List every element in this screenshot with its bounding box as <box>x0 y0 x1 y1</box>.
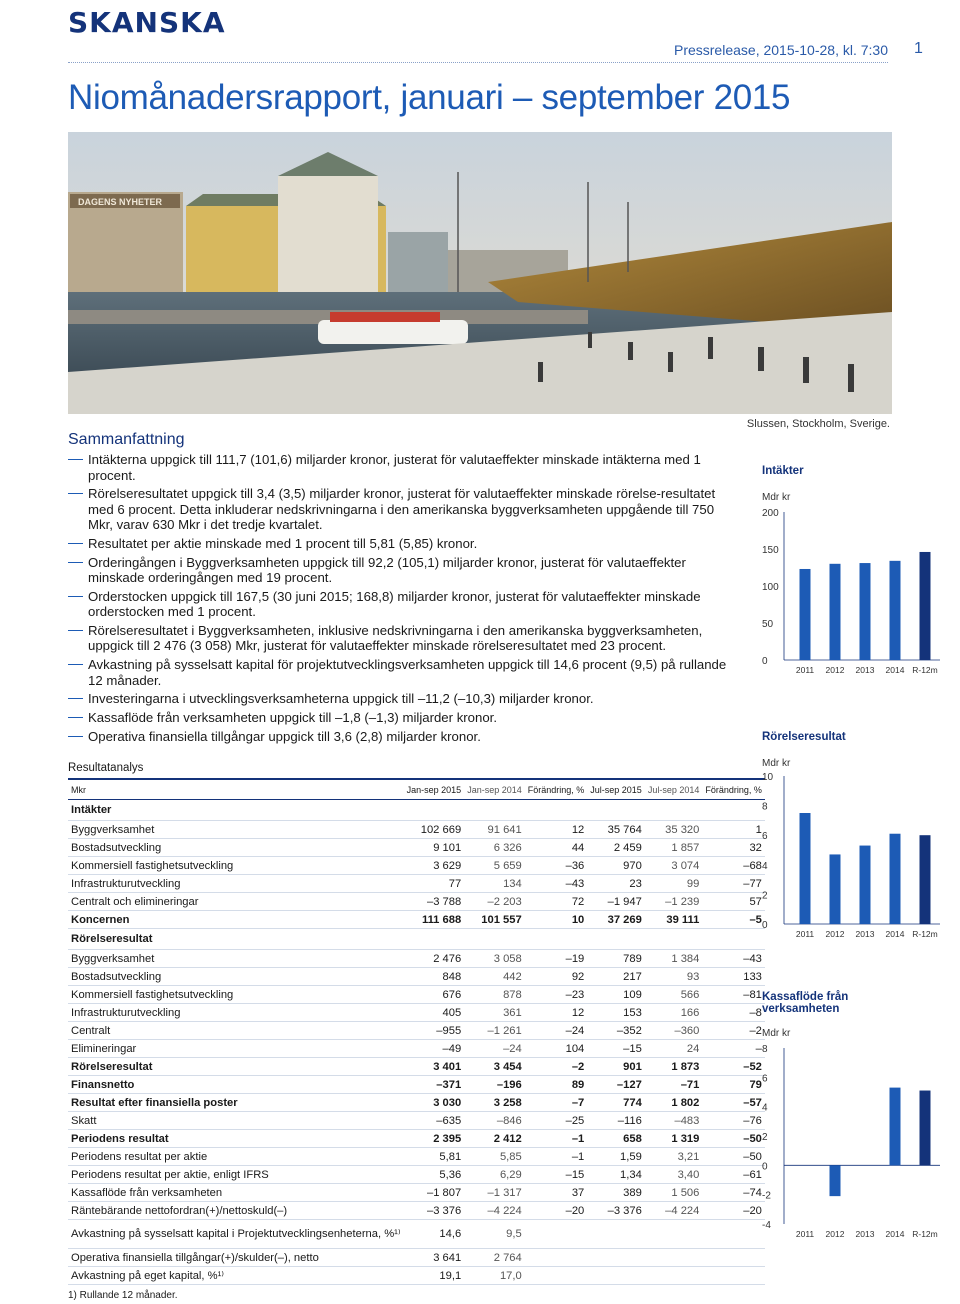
y-tick-label: -4 <box>762 1220 771 1231</box>
x-tick-label: 2012 <box>825 1229 845 1239</box>
table-cell: 5 659 <box>464 857 525 875</box>
table-cell <box>587 929 645 950</box>
table-cell: 3 258 <box>464 1094 525 1112</box>
y-tick-label: 2 <box>762 890 768 902</box>
table-cell: –43 <box>702 950 765 968</box>
table-cell: 3 074 <box>645 857 703 875</box>
table-cell: 389 <box>587 1184 645 1202</box>
chart-bar <box>890 834 901 924</box>
slussen-photo <box>68 132 892 414</box>
table-cell: –1 239 <box>645 893 703 911</box>
table-cell: –116 <box>587 1112 645 1130</box>
summary-bullet: Orderingången i Byggverksamheten uppgick till 92,2 (105,1) miljarder kronor, justerat för valutaeffekter minskade orderingången med 19 procent. <box>68 555 740 586</box>
table-cell <box>645 1267 703 1285</box>
x-tick-label: 2014 <box>885 1229 905 1239</box>
chart-bar <box>830 564 841 660</box>
table-row <box>68 929 765 950</box>
table-cell <box>587 800 645 821</box>
chart-bar <box>860 563 871 660</box>
table-cell <box>645 929 703 950</box>
chart-title: Rörelseresultat <box>762 731 846 743</box>
table-cell <box>404 800 465 821</box>
table-cell: 23 <box>587 875 645 893</box>
table-cell: 901 <box>587 1058 645 1076</box>
row-label: Periodens resultat <box>68 1130 404 1148</box>
table-cell: –2 <box>702 1022 765 1040</box>
summary-bullet: Intäkterna uppgick till 111,7 (101,6) miljarder kronor, justerat för valutaeffekter minskade intäkterna med 1 procent. <box>68 452 740 483</box>
chart-intakter <box>752 460 952 680</box>
table-row <box>68 1112 765 1130</box>
row-label: Resultat efter finansiella poster <box>68 1094 404 1112</box>
table-cell: 9 101 <box>404 839 465 857</box>
table-cell: 789 <box>587 950 645 968</box>
table-cell: –23 <box>525 986 588 1004</box>
table-row <box>68 1249 765 1267</box>
chart-title: Intäkter <box>762 465 804 477</box>
column-header: Jan-sep 2015 <box>404 779 465 800</box>
table-cell: 5,36 <box>404 1166 465 1184</box>
row-label: Byggverksamhet <box>68 821 404 839</box>
x-tick-label: R-12m <box>912 1229 938 1239</box>
table-cell: 77 <box>404 875 465 893</box>
table-cell: –50 <box>702 1130 765 1148</box>
row-label: Bostadsutveckling <box>68 968 404 986</box>
table-cell: 17,0 <box>464 1267 525 1285</box>
chart-ylabel: Mdr kr <box>762 758 791 769</box>
chart-rorelseresultat-svg <box>752 726 952 941</box>
x-tick-label: R-12m <box>912 665 938 675</box>
row-label: Avkastning på eget kapital, %¹⁾ <box>68 1267 404 1285</box>
y-tick-label: 4 <box>762 1102 768 1114</box>
x-tick-label: 2012 <box>825 665 845 675</box>
table-cell: –371 <box>404 1076 465 1094</box>
table-cell: –352 <box>587 1022 645 1040</box>
table-cell: 32 <box>702 839 765 857</box>
page-title: Niomånadersrapport, januari – september 2015 <box>68 78 791 117</box>
row-label: Koncernen <box>68 911 404 929</box>
table-cell: –3 376 <box>404 1202 465 1220</box>
table-cell: 878 <box>464 986 525 1004</box>
column-header: Förändring, % <box>525 779 588 800</box>
table-cell: 361 <box>464 1004 525 1022</box>
table-cell: –74 <box>702 1184 765 1202</box>
x-tick-label: 2014 <box>885 929 905 939</box>
table-cell: 35 764 <box>587 821 645 839</box>
table-cell: 89 <box>525 1076 588 1094</box>
table-row <box>68 1004 765 1022</box>
y-tick-label: 200 <box>762 508 779 519</box>
chart-kassaflode <box>752 984 952 1239</box>
table-row <box>68 1040 765 1058</box>
table-cell: 166 <box>645 1004 703 1022</box>
y-tick-label: 0 <box>762 920 768 931</box>
table-cell: 5,85 <box>464 1148 525 1166</box>
table-cell: –71 <box>645 1076 703 1094</box>
table-row <box>68 1184 765 1202</box>
table-cell <box>587 1249 645 1267</box>
table-cell <box>525 929 588 950</box>
table-cell <box>587 1220 645 1249</box>
table-cell: –1 261 <box>464 1022 525 1040</box>
table-cell: 12 <box>525 821 588 839</box>
table-cell: 3,21 <box>645 1148 703 1166</box>
row-label: Operativa finansiella tillgångar(+)/skulder(–), netto <box>68 1249 404 1267</box>
table-cell: 1,34 <box>587 1166 645 1184</box>
table-row <box>68 1130 765 1148</box>
table-cell: –20 <box>702 1202 765 1220</box>
y-tick-label: 2 <box>762 1132 768 1143</box>
table-cell: –1 807 <box>404 1184 465 1202</box>
table-cell: 1 384 <box>645 950 703 968</box>
y-tick-label: 50 <box>762 619 774 630</box>
table-cell: 91 641 <box>464 821 525 839</box>
table-cell: –36 <box>525 857 588 875</box>
chart-ylabel: Mdr kr <box>762 492 791 503</box>
table-cell: 6 326 <box>464 839 525 857</box>
table-cell: –24 <box>525 1022 588 1040</box>
table-cell: –50 <box>702 1148 765 1166</box>
row-label: Periodens resultat per aktie <box>68 1148 404 1166</box>
table-cell: –483 <box>645 1112 703 1130</box>
table-cell: 133 <box>702 968 765 986</box>
table-cell: 1 802 <box>645 1094 703 1112</box>
table-cell: –1 317 <box>464 1184 525 1202</box>
table-cell: 566 <box>645 986 703 1004</box>
table-cell: 134 <box>464 875 525 893</box>
y-tick-label: 0 <box>762 1161 768 1173</box>
table-cell: 153 <box>587 1004 645 1022</box>
table-cell: 24 <box>645 1040 703 1058</box>
table-row <box>68 1022 765 1040</box>
table-row <box>68 1166 765 1184</box>
table-row <box>68 875 765 893</box>
table-cell <box>702 1249 765 1267</box>
table-cell: 57 <box>702 893 765 911</box>
table-cell: –43 <box>525 875 588 893</box>
table-cell: –4 224 <box>645 1202 703 1220</box>
chart-intakter-svg <box>752 460 952 680</box>
table-cell: 35 320 <box>645 821 703 839</box>
table-cell: 6,29 <box>464 1166 525 1184</box>
table-cell: 1 857 <box>645 839 703 857</box>
table-cell: 104 <box>525 1040 588 1058</box>
table-cell: 3 629 <box>404 857 465 875</box>
x-tick-label: 2013 <box>855 665 875 675</box>
y-tick-label: 6 <box>762 1073 768 1085</box>
row-label: Periodens resultat per aktie, enligt IFRS <box>68 1166 404 1184</box>
x-tick-label: 2013 <box>855 1229 875 1239</box>
y-tick-label: 150 <box>762 545 779 556</box>
table-cell: 111 688 <box>404 911 465 929</box>
table-row <box>68 1148 765 1166</box>
row-label: Rörelseresultat <box>68 1058 404 1076</box>
summary-bullet: Orderstocken uppgick till 167,5 (30 juni 2015; 168,8) miljarder kronor, justerat för valutaeffekter minskade orderstocken med 1 procent. <box>68 589 740 620</box>
y-tick-label: -2 <box>762 1190 771 1202</box>
chart-rorelseresultat <box>752 726 952 941</box>
row-label: Infrastrukturutveckling <box>68 875 404 893</box>
x-tick-label: 2014 <box>885 665 905 675</box>
summary-bullet: Resultatet per aktie minskade med 1 procent till 5,81 (5,85) kronor. <box>68 536 740 552</box>
table-cell: –20 <box>525 1202 588 1220</box>
table-cell: 1 506 <box>645 1184 703 1202</box>
table-row <box>68 1058 765 1076</box>
summary-bullet: Avkastning på sysselsatt kapital för projektutvecklingsverksamheten uppgick till 14,6 procent (9,5) på rullande 12 månader. <box>68 657 740 688</box>
row-label: Kommersiell fastighetsutveckling <box>68 986 404 1004</box>
table-cell <box>702 1267 765 1285</box>
table-cell: 848 <box>404 968 465 986</box>
chart-bar <box>920 1091 931 1166</box>
table-cell: 3 058 <box>464 950 525 968</box>
row-label: Kommersiell fastighetsutveckling <box>68 857 404 875</box>
table-cell: 3 641 <box>404 1249 465 1267</box>
table-cell: –52 <box>702 1058 765 1076</box>
table-cell: –1 947 <box>587 893 645 911</box>
chart-bar <box>800 813 811 924</box>
table-cell: 1,59 <box>587 1148 645 1166</box>
table-cell <box>525 1249 588 1267</box>
row-label: Rörelseresultat <box>68 929 404 950</box>
summary-bullet: Rörelseresultatet i Byggverksamheten, inklusive nedskrivningarna i den amerikanska byggverksamheten, uppgick till 2 476 (3 058) Mkr, justerat för valutaeffekter minskade rörelseresultatet med 23 procent. <box>68 623 740 654</box>
press-release-date: Pressrelease, 2015-10-28, kl. 7:30 <box>673 42 888 58</box>
row-label: Centralt <box>68 1022 404 1040</box>
skanska-logo: SKANSKA <box>68 6 226 39</box>
table-header-row <box>68 779 765 800</box>
table-cell: – <box>702 1040 765 1058</box>
table-cell <box>645 1249 703 1267</box>
chart-title: Kassaflöde från verksamheten <box>762 991 849 1015</box>
x-tick-label: 2011 <box>795 665 815 675</box>
table-cell: 9,5 <box>464 1220 525 1249</box>
table-cell: –7 <box>525 1094 588 1112</box>
summary-bullet: Rörelseresultatet uppgick till 3,4 (3,5) miljarder kronor, justerat för valutaeffekter minskade rörelse-resultatet med 6 procent. Detta inkluderar nedskrivningarna i den amerikanska byggverksamheten uppgående till 750 Mkr, varav 630 Mkr i det tredje kvartalet. <box>68 486 740 533</box>
chart-bar <box>800 569 811 660</box>
table-cell: 92 <box>525 968 588 986</box>
x-tick-label: 2013 <box>855 929 875 939</box>
table-cell: 217 <box>587 968 645 986</box>
table-cell: –25 <box>525 1112 588 1130</box>
table-cell: 3 401 <box>404 1058 465 1076</box>
y-tick-label: 0 <box>762 656 768 667</box>
row-label: Elimineringar <box>68 1040 404 1058</box>
table-cell: –2 <box>525 1058 588 1076</box>
table-cell: 2 476 <box>404 950 465 968</box>
table-cell: 405 <box>404 1004 465 1022</box>
summary-bullet: Operativa finansiella tillgångar uppgick till 3,6 (2,8) miljarder kronor. <box>68 729 740 745</box>
row-label: Byggverksamhet <box>68 950 404 968</box>
photo-illustration <box>68 132 892 414</box>
table-cell: –2 203 <box>464 893 525 911</box>
table-row <box>68 839 765 857</box>
table-cell: 44 <box>525 839 588 857</box>
chart-bar <box>920 552 931 660</box>
results-table-title: Resultatanalys <box>68 762 144 774</box>
y-tick-label: 100 <box>762 582 779 593</box>
table-cell: –1 <box>525 1130 588 1148</box>
table-cell: 101 557 <box>464 911 525 929</box>
header-divider <box>68 62 888 63</box>
column-header: Jul-sep 2014 <box>645 779 703 800</box>
table-cell: 19,1 <box>404 1267 465 1285</box>
summary-heading: Sammanfattning <box>68 431 185 448</box>
y-tick-label: 8 <box>762 1044 768 1055</box>
chart-kassaflode-svg <box>752 984 952 1239</box>
table-row <box>68 968 765 986</box>
table-row <box>68 1202 765 1220</box>
table-cell: 774 <box>587 1094 645 1112</box>
table-cell: –8 <box>702 1004 765 1022</box>
table-cell: 3 454 <box>464 1058 525 1076</box>
row-label: Centralt och elimineringar <box>68 893 404 911</box>
table-cell <box>525 1267 588 1285</box>
table-cell: 658 <box>587 1130 645 1148</box>
table-cell: –360 <box>645 1022 703 1040</box>
summary-list <box>68 452 740 747</box>
table-cell: 1 <box>702 821 765 839</box>
table-cell: 99 <box>645 875 703 893</box>
chart-bar <box>890 561 901 660</box>
table-cell: 12 <box>525 1004 588 1022</box>
chart-bar <box>860 846 871 924</box>
table-cell: –57 <box>702 1094 765 1112</box>
table-cell: 93 <box>645 968 703 986</box>
table-cell <box>404 929 465 950</box>
chart-ylabel: Mdr kr <box>762 1028 791 1039</box>
results-table <box>68 778 765 1285</box>
table-cell: 442 <box>464 968 525 986</box>
column-header: Förändring, % <box>702 779 765 800</box>
table-cell: 79 <box>702 1076 765 1094</box>
row-label: Kassaflöde från verksamheten <box>68 1184 404 1202</box>
summary-bullet: Investeringarna i utvecklingsverksamheterna uppgick till –11,2 (–10,3) miljarder kronor. <box>68 691 740 707</box>
table-cell: 3,40 <box>645 1166 703 1184</box>
table-cell: –5 <box>702 911 765 929</box>
table-cell: 2 395 <box>404 1130 465 1148</box>
table-row <box>68 911 765 929</box>
table-cell <box>464 929 525 950</box>
y-tick-label: 10 <box>762 772 774 783</box>
building-tower <box>278 176 378 292</box>
table-cell: 1 873 <box>645 1058 703 1076</box>
x-tick-label: R-12m <box>912 929 938 939</box>
table-footnote: 1) Rullande 12 månader. <box>68 1290 178 1301</box>
table-cell: –127 <box>587 1076 645 1094</box>
table-cell: –955 <box>404 1022 465 1040</box>
table-cell <box>645 800 703 821</box>
summary-bullet: Kassaflöde från verksamheten uppgick till –1,8 (–1,3) miljarder kronor. <box>68 710 740 726</box>
table-cell: –3 376 <box>587 1202 645 1220</box>
y-tick-label: 8 <box>762 801 768 813</box>
table-cell: –61 <box>702 1166 765 1184</box>
table-cell: –19 <box>525 950 588 968</box>
table-cell: 72 <box>525 893 588 911</box>
table-row <box>68 1094 765 1112</box>
table-cell <box>464 800 525 821</box>
column-header: Jul-sep 2015 <box>587 779 645 800</box>
table-cell: –15 <box>525 1166 588 1184</box>
row-label: Infrastrukturutveckling <box>68 1004 404 1022</box>
row-label: Bostadsutveckling <box>68 839 404 857</box>
table-cell <box>525 1220 588 1249</box>
table-row <box>68 1076 765 1094</box>
table-cell: 970 <box>587 857 645 875</box>
x-tick-label: 2011 <box>795 1229 815 1239</box>
table-row <box>68 950 765 968</box>
table-cell: –24 <box>464 1040 525 1058</box>
table-cell: –68 <box>702 857 765 875</box>
table-cell <box>525 800 588 821</box>
table-row <box>68 800 765 821</box>
row-label: Skatt <box>68 1112 404 1130</box>
table-cell: 676 <box>404 986 465 1004</box>
column-header: Mkr <box>68 779 404 800</box>
table-cell: –1 <box>525 1148 588 1166</box>
table-row <box>68 1220 765 1249</box>
table-cell <box>587 1267 645 1285</box>
table-cell <box>645 1220 703 1249</box>
table-cell: 1 319 <box>645 1130 703 1148</box>
table-cell: 37 269 <box>587 911 645 929</box>
table-cell: 102 669 <box>404 821 465 839</box>
chart-bar <box>890 1088 901 1166</box>
y-tick-label: 4 <box>762 860 768 872</box>
chart-bar <box>920 835 931 924</box>
table-cell: –635 <box>404 1112 465 1130</box>
page-number: 1 <box>914 40 923 57</box>
table-cell: 2 764 <box>464 1249 525 1267</box>
chart-bar <box>830 1165 841 1196</box>
row-label: Intäkter <box>68 800 404 821</box>
table-cell: –3 788 <box>404 893 465 911</box>
table-cell: 14,6 <box>404 1220 465 1249</box>
boat <box>318 320 468 344</box>
table-cell: 37 <box>525 1184 588 1202</box>
table-row <box>68 986 765 1004</box>
table-cell: 2 459 <box>587 839 645 857</box>
table-cell: 2 412 <box>464 1130 525 1148</box>
table-row <box>68 893 765 911</box>
photo-caption: Slussen, Stockholm, Sverige. <box>746 418 890 430</box>
table-cell: –196 <box>464 1076 525 1094</box>
table-cell: –49 <box>404 1040 465 1058</box>
table-cell: –77 <box>702 875 765 893</box>
table-cell: 39 111 <box>645 911 703 929</box>
row-label: Finansnetto <box>68 1076 404 1094</box>
table-cell: 10 <box>525 911 588 929</box>
table-cell: 3 030 <box>404 1094 465 1112</box>
building-sign: DAGENS NYHETER <box>78 197 163 207</box>
table-row <box>68 1267 765 1285</box>
x-tick-label: 2012 <box>825 929 845 939</box>
table-row <box>68 821 765 839</box>
y-tick-label: 6 <box>762 831 768 843</box>
row-label: Avkastning på sysselsatt kapital i Projektutvecklingsenheterna, %¹⁾ <box>68 1220 404 1249</box>
chart-bar <box>830 854 841 924</box>
row-label: Räntebärande nettofordran(+)/nettoskuld(–) <box>68 1202 404 1220</box>
table-row <box>68 857 765 875</box>
table-cell: –15 <box>587 1040 645 1058</box>
table-cell: –81 <box>702 986 765 1004</box>
table-cell: –846 <box>464 1112 525 1130</box>
table-cell: –76 <box>702 1112 765 1130</box>
table-cell: 5,81 <box>404 1148 465 1166</box>
table-cell: –4 224 <box>464 1202 525 1220</box>
x-tick-label: 2011 <box>795 929 815 939</box>
column-header: Jan-sep 2014 <box>464 779 525 800</box>
table-cell: 109 <box>587 986 645 1004</box>
